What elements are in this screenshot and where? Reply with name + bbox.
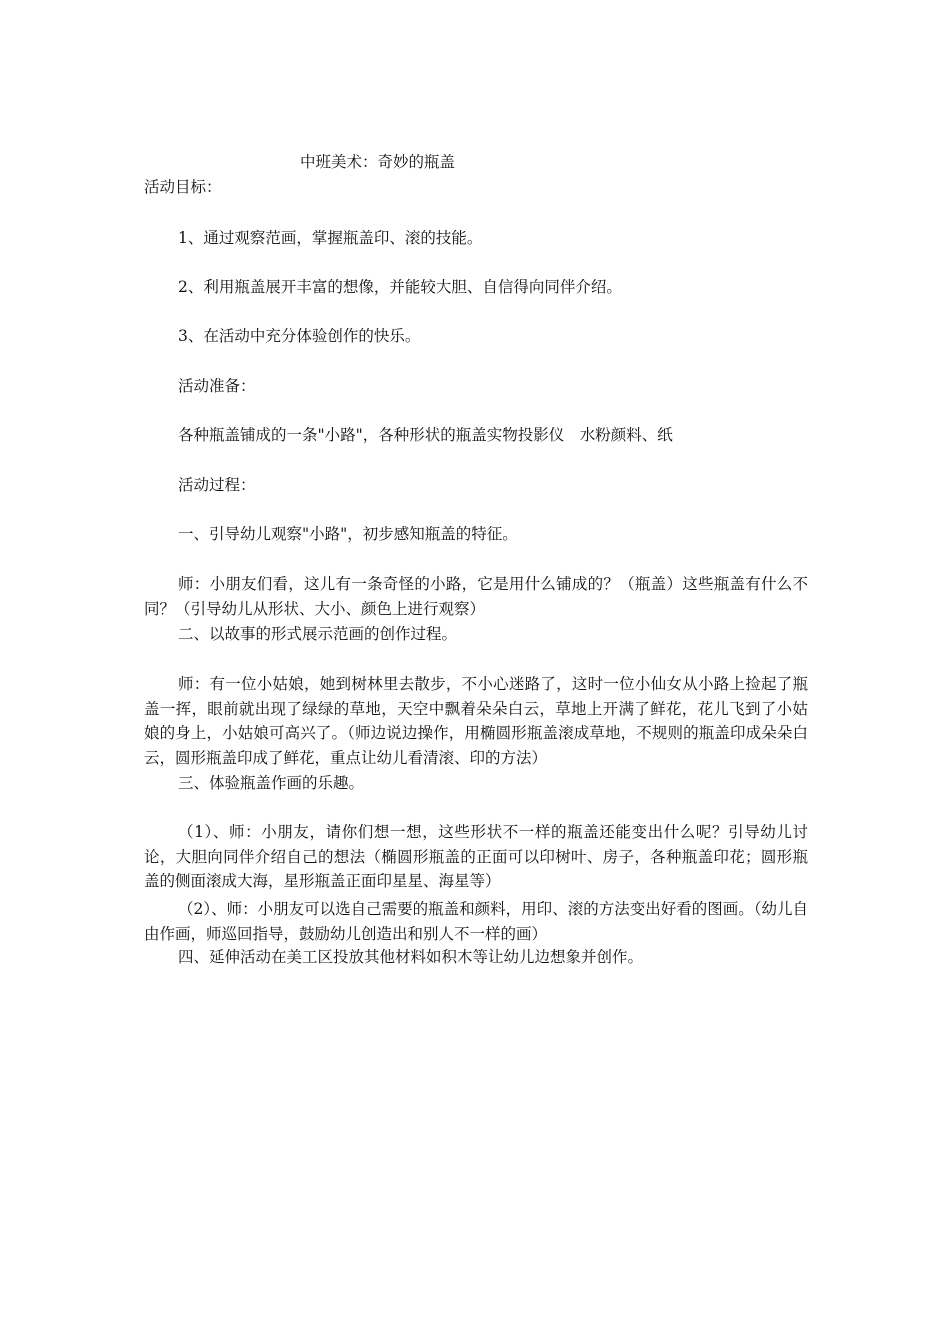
- step-3-heading: 三、体验瓶盖作画的乐趣。: [178, 774, 365, 792]
- goal-item-2: 2、利用瓶盖展开丰富的想像，并能较大胆、自信得向同伴介绍。: [178, 278, 622, 296]
- step-2-teacher-paragraph: 师：有一位小姑娘，她到树林里去散步，不小心迷路了，这时一位小仙女从小路上捡起了瓶盖一挥，眼前就出现了绿绿的草地，天空中飘着朵朵白云，草地上开满了鲜花，花儿飞到了小姑娘的身上，小姑娘可高兴了。（师边说边操作，用椭圆形瓶盖滚成草地，不规则的瓶盖印成朵朵白云，圆形瓶盖印成了鲜花，重点让幼儿看清滚、印的方法）: [144, 675, 808, 767]
- step-3-part-2-paragraph: （2）、师：小朋友可以选自己需要的瓶盖和颜料，用印、滚的方法变出好看的图画。（幼儿自由作画，师巡回指导，鼓励幼儿创造出和别人不一样的画）: [144, 900, 808, 943]
- step-1-heading: 一、引导幼儿观察"小路"，初步感知瓶盖的特征。: [178, 525, 518, 543]
- goal-item-3: 3、在活动中充分体验创作的快乐。: [178, 327, 421, 345]
- prep-text: 各种瓶盖铺成的一条"小路"，各种形状的瓶盖实物投影仪 水粉颜料、纸: [178, 426, 673, 444]
- prep-heading: 活动准备：: [178, 377, 256, 395]
- process-heading: 活动过程：: [178, 476, 256, 494]
- goals-heading: 活动目标：: [144, 178, 222, 196]
- step-1-teacher-paragraph: 师：小朋友们看，这儿有一条奇怪的小路，它是用什么铺成的？（瓶盖）这些瓶盖有什么不同？（引导幼儿从形状、大小、颜色上进行观察）: [144, 575, 808, 618]
- step-4-text: 四、延伸活动在美工区投放其他材料如积木等让幼儿边想象并创作。: [178, 948, 644, 966]
- document-title: 中班美术：奇妙的瓶盖: [300, 153, 456, 171]
- step-2-heading: 二、以故事的形式展示范画的创作过程。: [178, 625, 458, 643]
- goal-item-1: 1、通过观察范画，掌握瓶盖印、滚的技能。: [178, 229, 483, 247]
- step-3-part-1-paragraph: （1）、师：小朋友，请你们想一想，这些形状不一样的瓶盖还能变出什么呢？引导幼儿讨论，大胆向同伴介绍自己的想法（椭圆形瓶盖的正面可以印树叶、房子，各种瓶盖印花；圆形瓶盖的侧面滚成大海，星形瓶盖正面印星星、海星等）: [144, 823, 808, 890]
